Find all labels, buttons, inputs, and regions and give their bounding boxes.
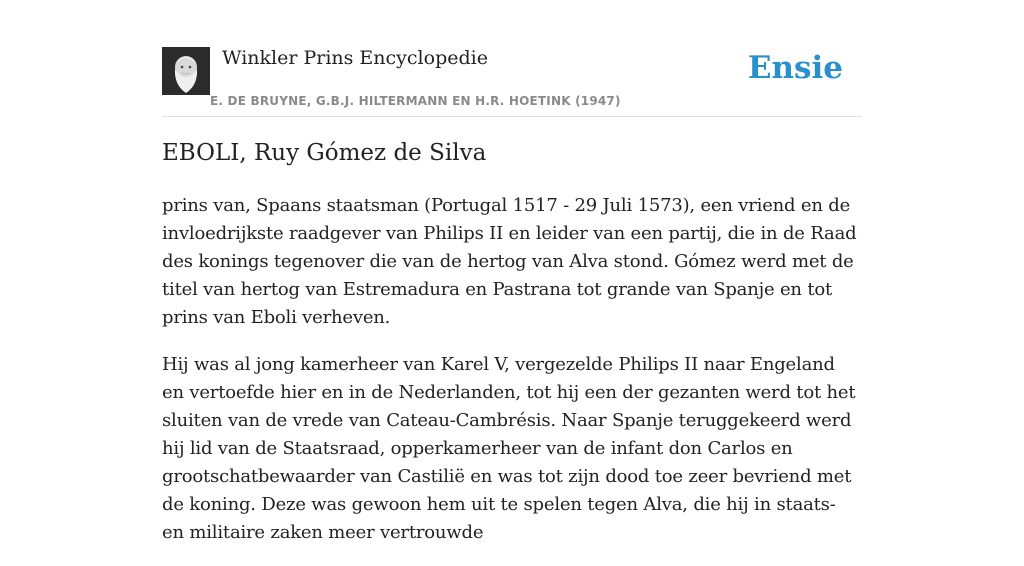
site-header: [162, 0, 862, 117]
article-paragraph: Hij was al jong kamerheer van Karel V, vergezelde Philips II naar Engeland en vertoefde hier en in de Nederlanden, tot hij een der gezanten werd tot het sluiten van de vrede van Cateau-Cambrésis. Naar Spanje teruggekeerd werd hij lid van de Staatsraad, opperkamerheer van de infant don Carlos en grootschatbewaarder van Castilië en was tot zijn dood toe zeer bevriend met de koning. Deze was gewoon hem uit te spelen tegen Alva, die hij in staats- en militaire zaken meer vertrouwde: [162, 354, 856, 543]
site-title[interactable]: Winkler Prins Encyclopedie: [222, 47, 488, 69]
page: [162, 0, 862, 543]
article-paragraph: prins van, Spaans staatsman (Portugal 1517 - 29 Juli 1573), een vriend en de invloedrijkste raadgever van Philips II en leider van een partij, die in de Raad des konings tegenover die van de hertog van Alva stond. Gómez werd met de titel van hertog van Estremadura en Pastrana tot grande van Spanje en tot prins van Eboli verheven.: [162, 195, 857, 328]
authors-line: E. DE BRUYNE, G.B.J. HILTERMANN EN H.R. HOETINK (1947): [210, 94, 621, 108]
article-title: EBOLI, Ruy Gómez de Silva: [162, 140, 487, 166]
ensie-logo[interactable]: Ensie: [747, 50, 843, 86]
portrait-icon: [162, 47, 210, 95]
article-body: [162, 192, 862, 566]
author-avatar: [162, 47, 210, 95]
